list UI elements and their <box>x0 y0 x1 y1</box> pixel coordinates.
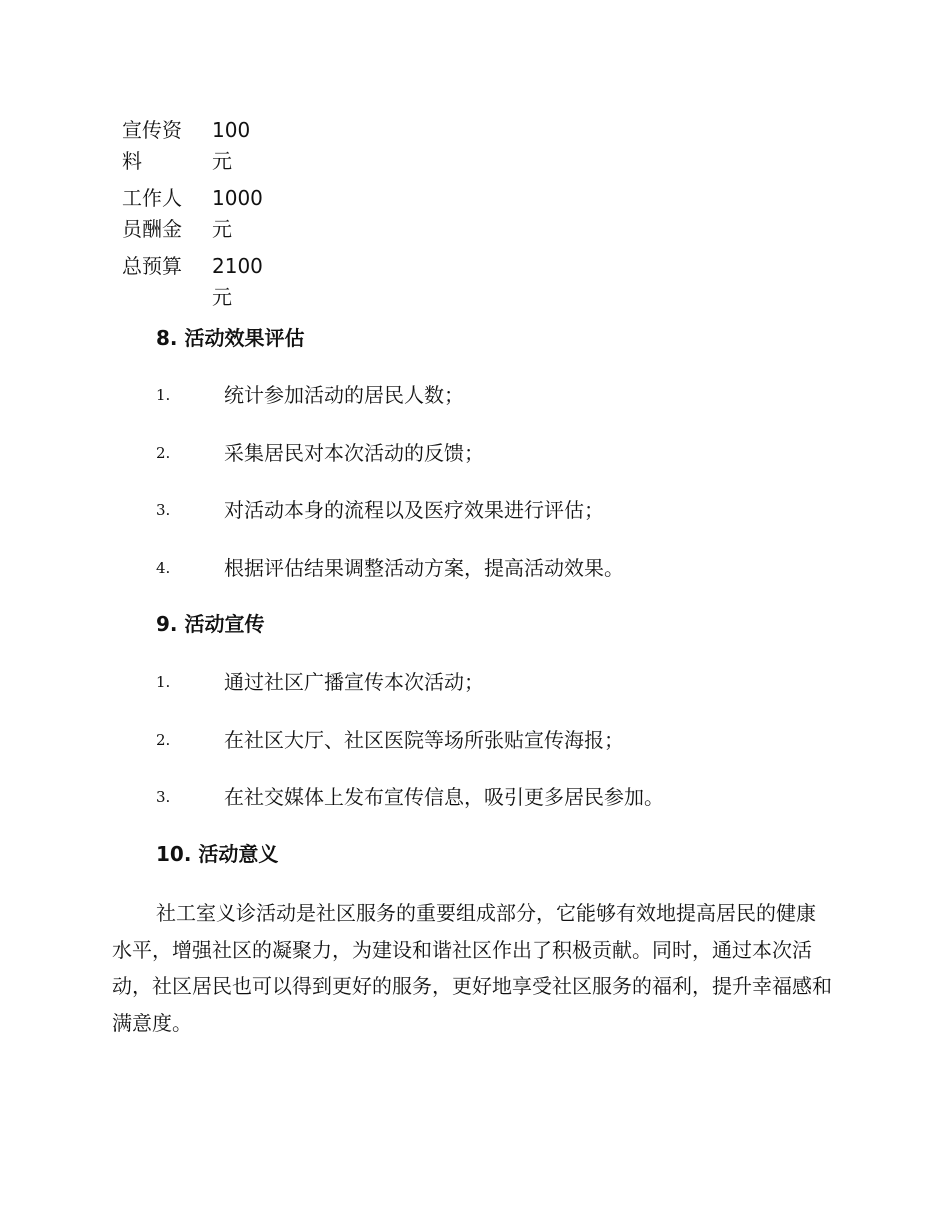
budget-item-name <box>112 251 212 313</box>
list-item-number: 4. <box>156 558 171 577</box>
budget-item-value-line: 元 <box>212 217 232 241</box>
list-item-number: 1. <box>156 673 171 691</box>
budget-item-name-line: 工作人 <box>122 186 182 210</box>
list-item-number: 2. <box>156 730 171 749</box>
list-item-text: 在社区大厅、社区医院等场所张贴宣传海报； <box>224 727 624 752</box>
section-heading: 8. 活动效果评估 <box>156 326 305 350</box>
budget-item-name <box>112 115 212 177</box>
budget-table <box>112 115 282 319</box>
budget-item-value <box>212 251 282 313</box>
budget-item-name <box>112 183 212 245</box>
list-item-number: 1. <box>156 386 171 404</box>
budget-item-name-line: 宣传资 <box>122 118 182 142</box>
budget-item-name-line: 总预算 <box>122 254 182 278</box>
budget-item-name-line: 料 <box>122 149 142 173</box>
budget-item-value-line: 1000 <box>212 186 263 210</box>
publicity-list <box>0 667 950 840</box>
list-item-text: 采集居民对本次活动的反馈； <box>224 440 484 465</box>
list-item-text: 根据评估结果调整活动方案，提高活动效果。 <box>224 555 624 580</box>
budget-item-value-line: 元 <box>212 149 232 173</box>
list-item <box>0 438 950 496</box>
budget-row <box>112 115 282 177</box>
evaluation-list <box>0 380 950 610</box>
list-item-text: 对活动本身的流程以及医疗效果进行评估； <box>224 498 604 522</box>
list-item <box>0 782 950 840</box>
section-heading: 10. 活动意义 <box>156 842 279 866</box>
budget-item-value-line: 2100 <box>212 254 263 278</box>
list-item-number: 2. <box>156 443 171 462</box>
section-heading: 9. 活动宣传 <box>156 612 265 636</box>
list-item <box>0 667 950 725</box>
budget-item-value-line: 元 <box>212 285 232 309</box>
list-item-text: 在社交媒体上发布宣传信息，吸引更多居民参加。 <box>224 785 664 809</box>
list-item <box>0 725 950 783</box>
list-item-text: 统计参加活动的居民人数； <box>224 383 464 407</box>
budget-item-value <box>212 183 282 245</box>
budget-row <box>112 183 282 245</box>
list-item-number: 3. <box>156 788 171 806</box>
significance-paragraph: 社工室义诊活动是社区服务的重要组成部分，它能够有效地提高居民的健康水平，增强社区的凝聚力，为建设和谐社区作出了积极贡献。同时，通过本次活动，社区居民也可以得到更好的服务，更好地享受社区服务的福利，提升幸福感和满意度。 <box>112 901 832 1035</box>
budget-item-name-line: 员酬金 <box>122 217 182 241</box>
list-item <box>0 495 950 553</box>
list-item <box>0 380 950 438</box>
budget-item-value-line: 100 <box>212 118 251 142</box>
list-item-text: 通过社区广播宣传本次活动； <box>224 670 484 694</box>
list-item-number: 3. <box>156 501 171 519</box>
list-item <box>0 553 950 611</box>
budget-row <box>112 251 282 313</box>
budget-item-value <box>212 115 282 177</box>
